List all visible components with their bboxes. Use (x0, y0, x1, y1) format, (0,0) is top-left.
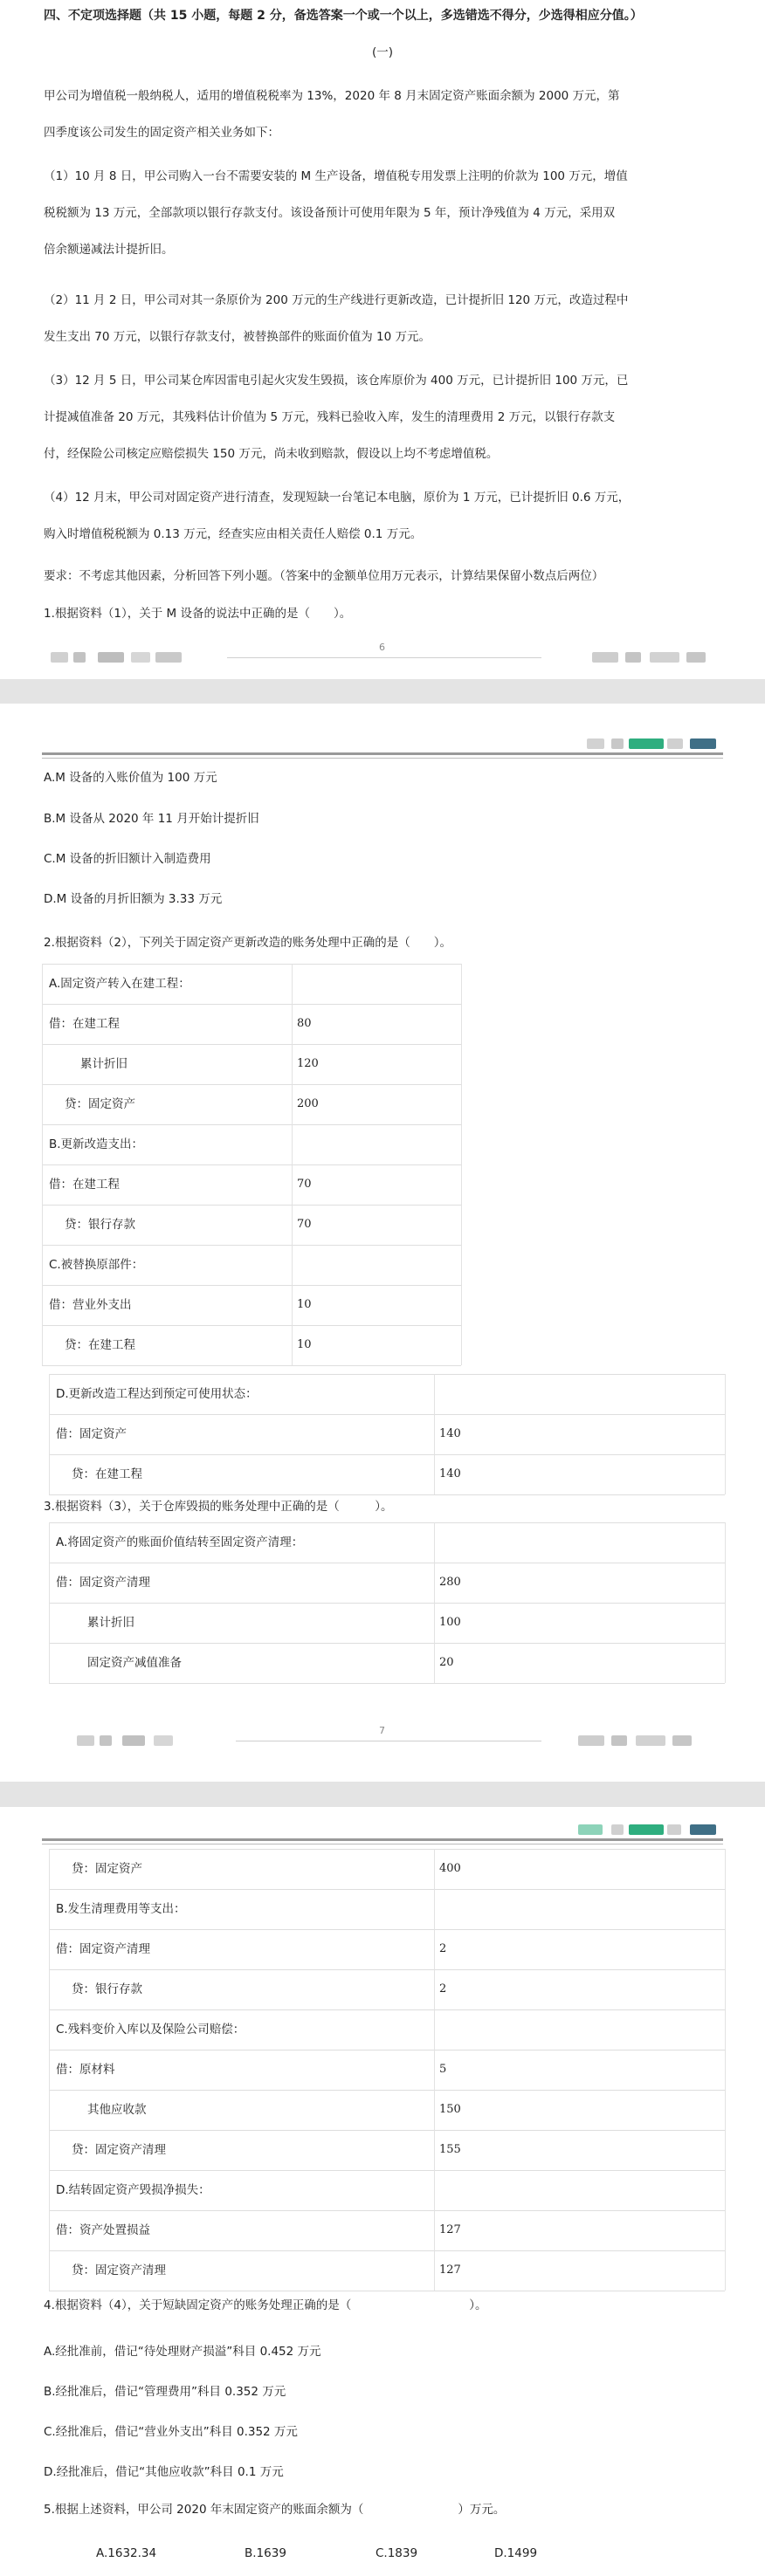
top-rule (42, 752, 723, 755)
entry-account: 贷：固定资产清理 (72, 2143, 166, 2157)
blurred-mark (131, 652, 150, 663)
table-row-border (42, 1164, 461, 1165)
entry-account: 贷：在建工程 (72, 1467, 142, 1481)
case-text-line: 1.根据资料（1），关于 M 设备的说法中正确的是（ ）。 (44, 607, 352, 621)
entry-account: 累计折旧 (87, 1616, 134, 1630)
entry-account: 借：原材料 (56, 2063, 115, 2077)
blurred-logo-green (629, 738, 664, 749)
option-b: B.经批准后，借记“管理费用”科目 0.352 万元 (44, 2385, 286, 2399)
entry-heading: A.将固定资产的账面价值结转至固定资产清理： (56, 1535, 304, 1549)
entry-account: 借：资产处置损益 (56, 2223, 150, 2237)
entry-account: 贷：银行存款 (72, 1982, 142, 1996)
entry-account: 贷：银行存款 (65, 1218, 135, 1232)
blurred-mark (587, 738, 604, 749)
table-border (49, 1522, 725, 1523)
question-5: 5.根据上述资料，甲公司 2020 年末固定资产的账面余额为（ ）万元。 (44, 2503, 506, 2517)
option-c: C.M 设备的折旧额计入制造费用 (44, 852, 211, 866)
blurred-mark (611, 1735, 627, 1746)
entry-amount: 70 (297, 1218, 312, 1231)
entry-heading: C.残料变价入库以及保险公司赔偿： (56, 2023, 245, 2037)
blurred-mark (650, 652, 679, 663)
blurred-mark (154, 1735, 173, 1746)
blurred-mark (611, 1824, 624, 1835)
entry-heading: C.被替换原部件： (49, 1258, 144, 1272)
entry-account: 贷：固定资产 (65, 1097, 135, 1111)
table-row-border (42, 1365, 461, 1366)
table-row-border (49, 2210, 725, 2211)
entry-account: 借：固定资产 (56, 1427, 127, 1441)
option-d: D.M 设备的月折旧额为 3.33 万元 (44, 892, 223, 906)
table-row-border (49, 2130, 725, 2131)
table-row-border (42, 1245, 461, 1246)
document-page-7 (0, 704, 765, 1782)
entry-account: 贷：固定资产清理 (72, 2263, 166, 2277)
entry-account: 贷：固定资产 (72, 1862, 142, 1876)
table-row-border (42, 1325, 461, 1326)
case-text-line: （2）11 月 2 日，甲公司对其一条原价为 200 万元的生产线进行更新改造，已计提折旧 120 万元，改造过程中 (44, 293, 629, 307)
blurred-mark (672, 1735, 692, 1746)
blurred-mark (667, 1824, 681, 1835)
entry-account: 借：在建工程 (49, 1017, 120, 1031)
entry-heading: B.更新改造支出： (49, 1137, 144, 1151)
table-border (725, 1849, 726, 2291)
table-row-border (49, 2009, 725, 2010)
entry-account: 借：固定资产清理 (56, 1942, 150, 1956)
entry-amount: 140 (439, 1467, 461, 1480)
table-border (42, 964, 461, 965)
table-border (725, 1522, 726, 1683)
table-column-divider (434, 1849, 435, 2291)
table-border (49, 1849, 50, 2291)
blurred-mark (667, 738, 683, 749)
case-text-line: （1）10 月 8 日，甲公司购入一台不需要安装的 M 生产设备，增值税专用发票上注明的价款为 100 万元，增值 (44, 169, 628, 183)
table-row-border (49, 2090, 725, 2091)
blurred-mark (636, 1735, 665, 1746)
blurred-mark (73, 652, 86, 663)
entry-heading: D.更新改造工程达到预定可使用状态： (56, 1387, 258, 1401)
table-row-border (42, 1205, 461, 1206)
option-d: D.1499 (494, 2546, 538, 2560)
document-page-6 (0, 0, 765, 679)
blurred-mark (100, 1735, 112, 1746)
blurred-mark (611, 738, 624, 749)
blurred-logo-teal (690, 738, 716, 749)
table-border (49, 1522, 50, 1683)
entry-amount: 150 (439, 2103, 461, 2116)
entry-account: 固定资产减值准备 (87, 1656, 182, 1670)
blurred-logo-green (578, 1824, 603, 1835)
entry-amount: 280 (439, 1576, 461, 1589)
entry-heading: A.固定资产转入在建工程： (49, 977, 190, 991)
question-4: 4.根据资料（4），关于短缺固定资产的账务处理正确的是（ ）。 (44, 2298, 487, 2312)
entry-amount: 155 (439, 2143, 461, 2156)
table-column-divider (434, 1374, 435, 1494)
document-page-8 (0, 1807, 765, 2576)
table-row-border (49, 1414, 725, 1415)
question-3: 3.根据资料（3），关于仓库毁损的账务处理中正确的是（ ）。 (44, 1500, 393, 1514)
table-border (49, 1849, 725, 1850)
blurred-logo-teal (690, 1824, 716, 1835)
entry-amount: 400 (439, 1862, 461, 1875)
page-number: 7 (379, 1725, 385, 1736)
entry-amount: 100 (439, 1616, 461, 1629)
blurred-mark (578, 1735, 604, 1746)
entry-amount: 2 (439, 1942, 447, 1955)
entry-heading: D.结转固定资产毁损净损失： (56, 2183, 210, 2197)
entry-amount: 80 (297, 1017, 312, 1030)
table-column-divider (292, 964, 293, 1365)
entry-amount: 20 (439, 1656, 454, 1669)
blurred-mark (155, 652, 182, 663)
table-border (461, 964, 462, 1365)
blurred-logo-green (629, 1824, 664, 1835)
entry-amount: 10 (297, 1298, 312, 1311)
blurred-mark (77, 1735, 94, 1746)
table-column-divider (434, 1522, 435, 1683)
option-c: C.经批准后，借记“营业外支出”科目 0.352 万元 (44, 2425, 298, 2439)
intro-line: 四季度该公司发生的固定资产相关业务如下： (44, 126, 279, 140)
table-row-border (49, 1683, 725, 1684)
table-row-border (49, 1889, 725, 1890)
table-row-border (42, 1044, 461, 1045)
case-text-line: （4）12 月末，甲公司对固定资产进行清查，发现短缺一台笔记本电脑，原价为 1 万元，已计提折旧 0.6 万元， (44, 491, 631, 505)
blurred-mark (122, 1735, 145, 1746)
table-row-border (49, 1929, 725, 1930)
case-text-line: 付，经保险公司核定应赔偿损失 150 万元，尚未收到赔款，假设以上均不考虑增值税。 (44, 447, 499, 461)
footer-rule (227, 657, 541, 658)
entry-account: 累计折旧 (80, 1057, 128, 1071)
table-row-border (42, 1124, 461, 1125)
case-text-line: （3）12 月 5 日，甲公司某仓库因雷电引起火灾发生毁损，该仓库原价为 400 万元，已计提折旧 100 万元，已 (44, 374, 629, 388)
table-border (42, 964, 43, 1365)
entry-amount: 127 (439, 2263, 461, 2277)
table-row-border (42, 1285, 461, 1286)
case-text-line: 计提减值准备 20 万元，其残料估计价值为 5 万元，残料已验收入库，发生的清理费用 2 万元，以银行存款支 (44, 410, 616, 424)
top-rule (42, 1838, 723, 1841)
entry-amount: 140 (439, 1427, 461, 1440)
table-row-border (49, 2250, 725, 2251)
option-a: A.1632.34 (96, 2546, 157, 2560)
section-header: 四、不定项选择题（共 15 小题，每题 2 分，备选答案一个或一个以上，多选错选不得分，少选得相应分值。） (44, 9, 643, 23)
question-2: 2.根据资料（2），下列关于固定资产更新改造的账务处理中正确的是（ ）。 (44, 936, 451, 950)
page-number: 6 (379, 642, 385, 653)
table-row-border (42, 1004, 461, 1005)
option-b: B.M 设备从 2020 年 11 月开始计提折旧 (44, 812, 259, 826)
entry-amount: 10 (297, 1338, 312, 1351)
table-border (49, 1374, 725, 1375)
option-b: B.1639 (245, 2546, 286, 2560)
table-row-border (49, 1643, 725, 1644)
case-text-line: 倍余额递减法计提折旧。 (44, 243, 174, 257)
option-a: A.M 设备的入账价值为 100 万元 (44, 771, 217, 785)
case-text-line: 税税额为 13 万元，全部款项以银行存款支付。该设备预计可使用年限为 5 年，预计净残值为 4 万元，采用双 (44, 206, 616, 220)
table-border (725, 1374, 726, 1494)
blurred-mark (98, 652, 124, 663)
blurred-mark (51, 652, 68, 663)
entry-amount: 70 (297, 1178, 312, 1191)
option-d: D.经批准后，借记“其他应收款”科目 0.1 万元 (44, 2465, 284, 2479)
entry-amount: 5 (439, 2063, 447, 2076)
entry-amount: 200 (297, 1097, 319, 1110)
case-text-line: 要求：不考虑其他因素，分析回答下列小题。（答案中的金额单位用万元表示，计算结果保留小数点后两位） (44, 569, 604, 583)
entry-account: 其他应收款 (87, 2103, 147, 2117)
entry-account: 借：固定资产清理 (56, 1576, 150, 1590)
blurred-mark (592, 652, 618, 663)
table-row-border (49, 2170, 725, 2171)
table-row-border (42, 1084, 461, 1085)
table-row-border (49, 1969, 725, 1970)
entry-amount: 120 (297, 1057, 319, 1070)
entry-account: 借：在建工程 (49, 1178, 120, 1192)
option-c: C.1839 (376, 2546, 418, 2560)
table-border (49, 1374, 50, 1494)
table-row-border (49, 1494, 725, 1495)
entry-account: 借：营业外支出 (49, 1298, 132, 1312)
intro-line: 甲公司为增值税一般纳税人，适用的增值税税率为 13%，2020 年 8 月末固定资产账面余额为 2000 万元，第 (44, 89, 620, 103)
entry-amount: 127 (439, 2223, 461, 2236)
entry-heading: B.发生清理费用等支出： (56, 1902, 186, 1916)
case-text-line: 发生支出 70 万元，以银行存款支付，被替换部件的账面价值为 10 万元。 (44, 330, 431, 344)
table-row-border (49, 1454, 725, 1455)
case-text-line: 购入时增值税税额为 0.13 万元，经查实应由相关责任人赔偿 0.1 万元。 (44, 527, 423, 541)
top-rule-thin (42, 758, 723, 759)
blurred-mark (625, 652, 641, 663)
blurred-mark (686, 652, 706, 663)
section-number: (一) (371, 45, 394, 59)
entry-amount: 2 (439, 1982, 447, 1996)
entry-account: 贷：在建工程 (65, 1338, 135, 1352)
option-a: A.经批准前，借记“待处理财产损溢”科目 0.452 万元 (44, 2345, 321, 2359)
table-row-border (49, 1603, 725, 1604)
